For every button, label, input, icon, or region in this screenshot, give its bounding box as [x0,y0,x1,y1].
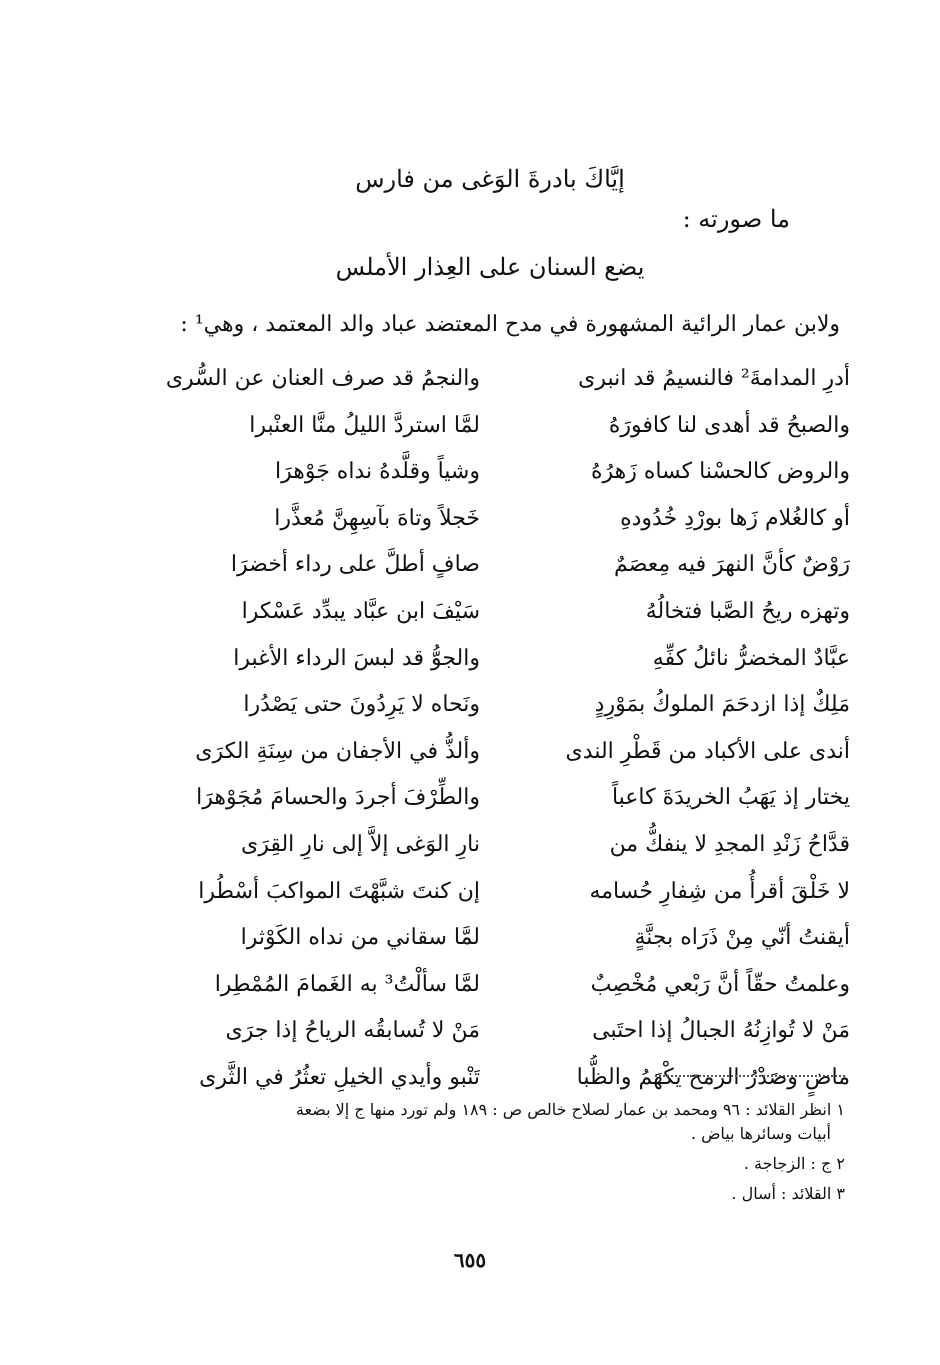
poem [140,356,850,1102]
verse-second-hemistich: والطِّرْفَ أجردَ والحسامَ مُجَوْهرَا [196,785,480,811]
verse-line [140,822,850,869]
verse-line [140,636,850,683]
verse-line [140,1055,850,1102]
footnotes [95,1098,845,1212]
verse-second-hemistich: صافٍ أطلَّ على رداء أخضرَا [230,552,480,578]
verse-first-hemistich: عبَّادٌ المخضرُّ نائلُ كفِّهِ [652,645,850,671]
footnote-2 [95,1152,845,1176]
verse-second-hemistich: تَنْبو وأيدي الخيلِ تعثُرُ في الثَّرى [199,1064,480,1090]
verse-second-hemistich: سَيْفَ ابن عبَّاد يبدِّد عَسْكرا [241,598,480,624]
footnote-text: القلائد : أسال . [731,1184,832,1203]
heading-verse: يضع السنان على العِذار الأملس [335,253,645,281]
verse-line [140,869,850,916]
verse-second-hemistich: نارِ الوَغى إلاَّ إلى نارِ القِرَى [240,831,480,857]
verse-first-hemistich: مَنْ لا تُوازِنُهُ الجبالُ إذا احتَبى [592,1018,850,1044]
intro-paragraph: ولابن عمار الرائية المشهورة في مدح المعتضد عباد والد المعتمد ، وهي¹ : [180,312,840,337]
verse-second-hemistich: وألذُّ في الأجفان من سِنَةِ الكرَى [195,738,480,764]
verse-first-hemistich: أدرِ المدامةَ² فالنسيمُ قد انبرى [578,366,850,391]
footnote-number: ٣ [836,1184,845,1203]
verse-second-hemistich: لمَّا سقاني من نداه الكَوْثرا [240,925,480,951]
footnote-divider [655,1075,845,1077]
footnote-1 [95,1098,845,1146]
verse-line [140,403,850,450]
verse-line [140,589,850,636]
verse-first-hemistich: والصبحُ قد أهدى لنا كافورَهُ [608,412,850,438]
verse-line [140,1008,850,1055]
verse-first-hemistich: وتهزه ريحُ الصَّبا فتخالُهُ [645,598,850,624]
verse-second-hemistich: والجوُّ قد لبسَ الرداء الأغبرا [233,645,480,671]
verse-line [140,962,850,1009]
verse-fragment: إيَّاكَ بادرةَ الوَغى من فارس [355,165,625,193]
verse-first-hemistich: أيقنتُ أنّي مِنْ ذَرَاه بجنَّةٍ [634,925,850,951]
verse-first-hemistich: أو كالغُلام زَها بورْدِ خُدُودهِ [620,505,850,531]
footnote-text: انظر القلائد : ٩٦ ومحمد بن عمار لصلاح خالص ص : ١٨٩ ولم تورد منها ج إلا بضعة [295,1100,832,1119]
intro-short: ما صورته : [682,205,790,233]
verse-second-hemistich: لمَّا استردَّ الليلُ منَّا العنْبرا [249,412,480,438]
verse-line [140,449,850,496]
verse-second-hemistich: مَنْ لا تُسابقُه الرياحُ إذا جرَى [225,1018,480,1044]
verse-second-hemistich: إن كنتَ شبَّهْتَ المواكبَ أسْطُرا [198,878,480,904]
verse-first-hemistich: يختار إذ يَهَبُ الخريدَةَ كاعباً [611,785,850,811]
verse-first-hemistich: قدَّاحُ زَنْدِ المجدِ لا ينفكُّ من [609,831,850,857]
verse-second-hemistich: وشياً وقلَّدهُ نداه جَوْهرَا [274,459,480,485]
verse-line [140,775,850,822]
verse-line [140,915,850,962]
footnote-continuation: أبيات وسائرها بياض . [690,1124,831,1143]
verse-first-hemistich: مَلِكٌ إذا ازدحَمَ الملوكُ بمَوْرِدٍ [594,692,850,718]
verse-second-hemistich: والنجمُ قد صرف العنان عن السُّرى [165,366,480,391]
verse-first-hemistich: والروض كالحسْنا كساه زَهرُهُ [590,459,850,485]
verse-first-hemistich: رَوْضٌ كأنَّ النهرَ فيه مِعصَمٌ [614,552,850,578]
verse-second-hemistich: خَجلاً وتاهَ بآسِهِنَّ مُعذَّرا [274,505,480,531]
verse-first-hemistich: وعلمتُ حقّاً أنَّ رَبْعي مُخْصِبٌ [590,971,850,997]
verse-line [140,542,850,589]
verse-line [140,356,850,403]
verse-line [140,729,850,776]
verse-first-hemistich: لا خَلْقَ أقرأُ من شِفارِ حُسامه [589,878,850,904]
footnote-text: ج : الزجاجة . [743,1154,832,1173]
footnote-number: ١ [836,1100,845,1119]
verse-first-hemistich: أندى على الأكباد من قَطْرِ الندى [565,738,850,764]
verse-second-hemistich: لمَّا سألْتُ³ به الغَمامَ المُمْطِرا [214,971,480,997]
verse-line [140,682,850,729]
footnote-3 [95,1182,845,1206]
page-number: ٦٥٥ [453,1248,487,1272]
verse-second-hemistich: ونَحاه لا يَرِدُونَ حتى يَصْدُرا [243,692,480,718]
verse-line [140,496,850,543]
footnote-number: ٢ [836,1154,845,1173]
verse-first-hemistich: ماضٍ وصَدْرُ الرمح يكْهَمُ والظُّبا [576,1064,850,1090]
